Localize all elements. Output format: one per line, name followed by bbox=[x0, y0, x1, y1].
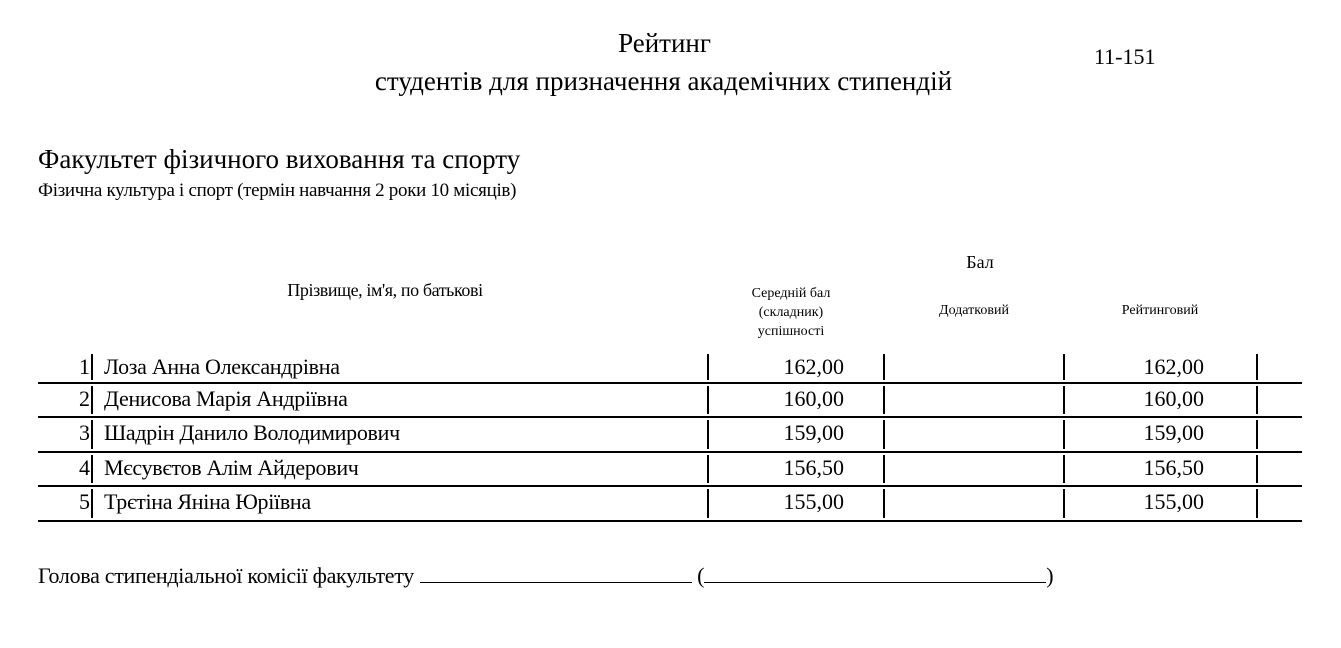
row-number: 4 bbox=[79, 454, 90, 480]
rating-score: 159,00 bbox=[1143, 420, 1204, 446]
rating-score: 155,00 bbox=[1143, 489, 1204, 515]
close-paren: ) bbox=[1046, 563, 1054, 588]
program-name: Фізична культура і спорт (термін навчання 2 роки 10 місяців) bbox=[38, 180, 517, 201]
rating-score: 156,50 bbox=[1143, 454, 1204, 480]
student-name: Денисова Марія Андріївна bbox=[104, 386, 348, 411]
group-code: 11-151 bbox=[1094, 44, 1156, 69]
column-header-average-line3: успішності bbox=[757, 324, 825, 339]
column-header-average-line2: (складник) bbox=[758, 305, 824, 320]
rating-score: 160,00 bbox=[1143, 386, 1204, 411]
column-header-rating: Рейтинговий bbox=[1121, 303, 1199, 318]
rating-score: 162,00 bbox=[1143, 354, 1204, 379]
student-name: Мєсувєтов Алім Айдерович bbox=[104, 454, 359, 480]
rating-table bbox=[38, 352, 1302, 522]
table-row bbox=[38, 453, 1302, 487]
faculty-name: Факультет фізичного виховання та спорту bbox=[38, 144, 521, 174]
table-row bbox=[38, 487, 1302, 521]
open-paren: ( bbox=[697, 563, 705, 588]
student-name: Лоза Анна Олександрівна bbox=[104, 354, 340, 379]
name-blank bbox=[704, 562, 1046, 583]
committee-head-label: Голова стипендіальної комісії факультету bbox=[38, 563, 414, 588]
row-number: 3 bbox=[79, 420, 90, 446]
row-number: 5 bbox=[79, 489, 90, 515]
student-name: Трєтіна Яніна Юріївна bbox=[104, 489, 311, 515]
signature-line bbox=[38, 562, 1053, 589]
average-score: 162,00 bbox=[783, 354, 844, 379]
column-header-name: Прізвище, ім'я, по батькові bbox=[287, 280, 483, 300]
column-group-header-bal: Бал bbox=[966, 252, 994, 272]
table-row bbox=[38, 352, 1302, 384]
row-number: 2 bbox=[79, 386, 90, 411]
average-score: 159,00 bbox=[783, 420, 844, 446]
student-name: Шадрін Данило Володимирович bbox=[104, 420, 400, 446]
document-subtitle bbox=[0, 66, 1341, 97]
column-header-average bbox=[722, 284, 860, 341]
title-line-1: Рейтинг bbox=[618, 28, 711, 58]
signature-blank bbox=[420, 562, 692, 583]
average-score: 155,00 bbox=[783, 489, 844, 515]
average-score: 160,00 bbox=[783, 386, 844, 411]
table-row bbox=[38, 418, 1302, 452]
row-number: 1 bbox=[79, 354, 90, 379]
title-line-2: студентів для призначення академічних стипендій bbox=[374, 66, 953, 96]
column-header-average-line1: Середній бал bbox=[751, 286, 831, 301]
table-row bbox=[38, 384, 1302, 418]
column-header-additional: Додатковий bbox=[939, 303, 1009, 318]
average-score: 156,50 bbox=[783, 454, 844, 480]
